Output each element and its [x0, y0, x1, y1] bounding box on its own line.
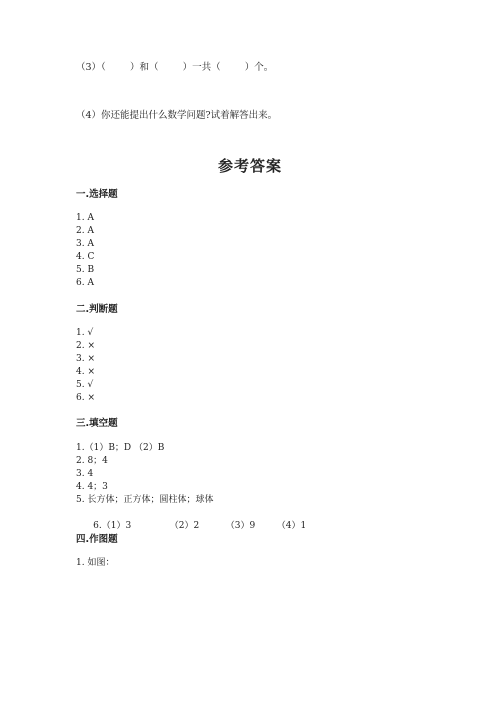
choice-answer-item: 6. A [76, 278, 94, 288]
judge-answer-item: 2. × [76, 341, 95, 351]
judge-answer-item: 3. × [76, 354, 95, 364]
fill-item-6-number: 6. [93, 521, 102, 531]
question-3-line: （3）（ ）和（ ）一共（ ）个。 [76, 62, 274, 73]
judge-answer-item: 5. √ [76, 380, 94, 390]
fill-answer-list [76, 442, 307, 531]
section-heading-draw: 四.作图题 [76, 534, 118, 545]
judge-answer-item: 6. × [76, 393, 95, 403]
fill-answer-item: 5. 长方体；正方体；圆柱体；球体 [76, 495, 214, 505]
choice-answer-item: 5. B [76, 265, 95, 275]
fill-item-6-part: （2）2 [169, 521, 200, 531]
answer-key-title: 参考答案 [217, 157, 282, 175]
choice-answer-item: 3. A [76, 239, 94, 249]
fill-item-6-part: （3）9 [225, 521, 256, 531]
judge-answer-list [76, 327, 95, 405]
choice-answer-list [76, 212, 94, 290]
draw-answer-item: 1. 如图： [76, 558, 115, 568]
judge-answer-item: 1. √ [76, 328, 94, 338]
section-heading-choice: 一.选择题 [76, 189, 118, 200]
question-4-line: （4）你还能提出什么数学问题?试着解答出来。 [76, 110, 278, 121]
judge-answer-item: 4. × [76, 367, 95, 377]
fill-answer-item: 3. 4 [76, 469, 94, 479]
choice-answer-item: 1. A [76, 213, 94, 223]
fill-item-6-part: （1）3 [101, 521, 132, 531]
fill-item-6-part: （4）1 [276, 521, 307, 531]
fill-answer-item: 1.（1）B；D （2）B [76, 443, 165, 453]
section-heading-judge: 二.判断题 [76, 304, 118, 315]
fill-answer-item: 2. 8；4 [76, 456, 108, 466]
choice-answer-item: 2. A [76, 226, 94, 236]
draw-answer-list [76, 557, 114, 570]
fill-answer-item: 4. 4；3 [76, 482, 108, 492]
section-heading-fill: 三.填空题 [76, 418, 118, 429]
fill-answer-item-6 [76, 507, 307, 531]
choice-answer-item: 4. C [76, 252, 95, 262]
